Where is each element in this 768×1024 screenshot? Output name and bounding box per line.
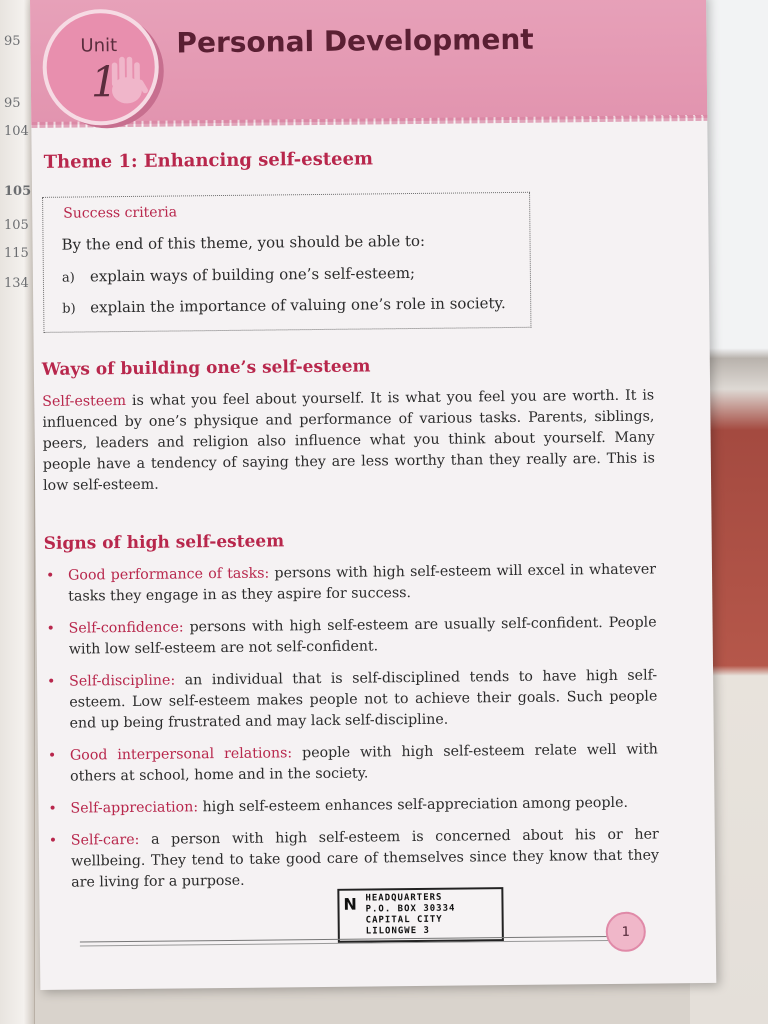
bullet-text: people with high self-esteem relate well with others at school, home and in the society. (70, 741, 658, 785)
criteria-letter: a) (61, 270, 75, 286)
stamp-line: HEADQUARTERS (365, 892, 443, 904)
theme-title: Theme 1: Enhancing self-esteem (43, 148, 374, 173)
success-criteria-box (42, 192, 531, 333)
signs-list (44, 559, 660, 904)
list-item (45, 665, 658, 734)
list-item (47, 824, 660, 893)
bullet-icon: • (48, 832, 58, 849)
stamp-line: CAPITAL CITY (365, 914, 443, 926)
margin-number: 95 (4, 96, 21, 111)
bullet-icon: • (48, 800, 57, 817)
bullet-text: high self-esteem enhances self-appreciation among people. (198, 794, 629, 816)
margin-number: 115 (4, 246, 29, 261)
margin-number: 104 (4, 124, 29, 139)
criteria-text: explain ways of building one’s self-esteem; (89, 263, 416, 286)
margin-number: 105 (4, 184, 32, 199)
margin-number: 134 (4, 276, 29, 291)
stamp-text (365, 893, 455, 938)
bullet-icon: • (47, 673, 56, 690)
bullet-term: Self-confidence: (68, 619, 184, 637)
library-stamp (337, 887, 504, 943)
criteria-text: explain the importance of valuing one’s role in society. (90, 294, 506, 317)
list-item (44, 559, 656, 607)
criteria-item (62, 264, 415, 286)
bullet-icon: • (46, 620, 55, 637)
list-item (46, 792, 658, 819)
page-number: 1 (606, 912, 646, 952)
unit-title: Personal Development (176, 22, 534, 60)
ways-heading: Ways of building one’s self-esteem (41, 356, 371, 380)
bullet-term: Good interpersonal relations: (69, 745, 293, 764)
bullet-text: an individual that is self-disciplined tends to have high self-esteem. Low self-esteem makes people not to achieve their goals. Such people end up being frustrated and may lack self-discipline. (69, 667, 658, 732)
success-criteria-intro: By the end of this theme, you should be able to: (61, 231, 426, 254)
adjacent-page-edge (0, 0, 35, 1024)
bullet-term: Self-appreciation: (70, 799, 199, 817)
textbook-page (30, 0, 716, 990)
list-item (44, 612, 656, 660)
unit-badge (42, 9, 159, 126)
bullet-icon: • (47, 747, 57, 764)
paragraph-text: is what you feel about yourself. It is what you feel you are worth. It is influenced by one’s physique and performance of various tasks. Parents, siblings, peers, leaders and religion also influence what you think about yourself. Many people have a tendency of saying they are less worthy than they really are. This is low self-esteem. (42, 387, 655, 494)
paragraph-term: Self-esteem (42, 393, 127, 410)
criteria-item (62, 294, 506, 317)
bullet-term: Self-discipline: (69, 672, 176, 690)
success-criteria-title: Success criteria (63, 204, 178, 222)
self-esteem-paragraph (42, 385, 655, 496)
margin-number: 105 (4, 218, 29, 233)
bullet-term: Good performance of tasks: (67, 565, 270, 584)
margin-number: 95 (4, 34, 21, 49)
signs-heading: Signs of high self-esteem (43, 531, 285, 554)
criteria-letter: b) (62, 301, 76, 317)
unit-label: Unit (80, 35, 118, 57)
bullet-text: a person with high self-esteem is concerned about his or her wellbeing. They tend to take good care of themselves since they know that they are living for a purpose. (70, 826, 660, 891)
bullet-text: persons with high self-esteem will excel in whatever tasks they engage in as they aspire for success. (68, 561, 657, 605)
unit-number: 1 (90, 57, 118, 107)
bullet-text: persons with high self-esteem are usually self-confident. People with low self-esteem are not self-confident. (68, 614, 657, 658)
bullet-term: Self-care: (70, 831, 140, 849)
stamp-line: P.O. BOX 30334 (365, 903, 456, 915)
bullet-icon: • (45, 567, 55, 584)
stamp-line: LILONGWE 3 (365, 925, 431, 937)
list-item (46, 739, 658, 787)
stamp-initial: N (343, 894, 357, 914)
